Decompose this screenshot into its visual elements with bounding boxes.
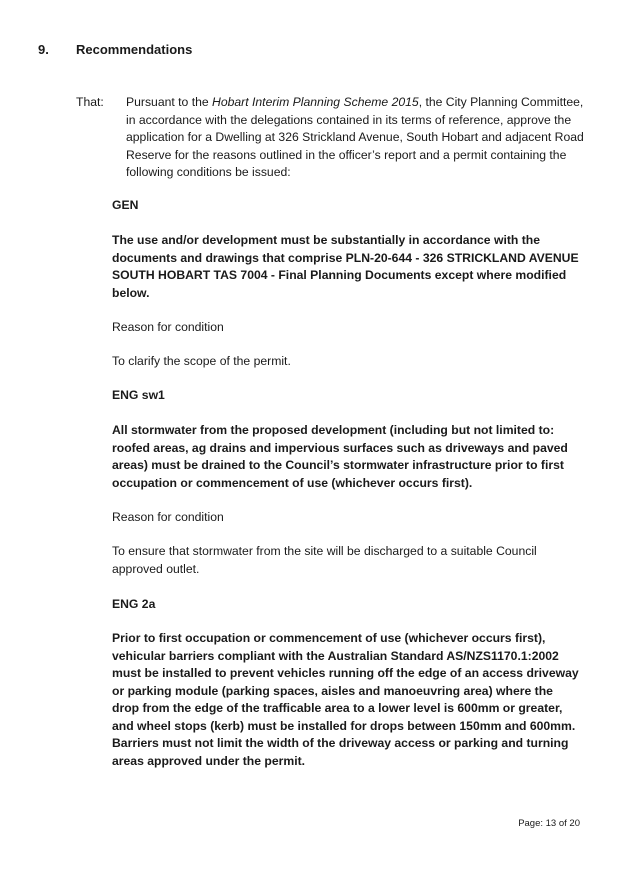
that-label: That:: [76, 95, 104, 109]
page-number: Page: 13 of 20: [518, 818, 580, 829]
scheme-name: Hobart Interim Planning Scheme 2015: [212, 95, 419, 109]
intro-text-end: , the City Planning Committee, in accordance with the delegations contained in its terms of reference, approve the application for a Dwelling at 326 Strickland Avenue, South Hobart and adjacent Road Reserve for the reasons outlined in the officer’s report and a permit containing the following conditions be issued:: [126, 95, 584, 179]
reason-text-eng-sw1: To ensure that stormwater from the site will be discharged to a suitable Council approved outlet.: [112, 544, 537, 576]
reason-text-gen: To clarify the scope of the permit.: [112, 354, 291, 368]
condition-code-eng-sw1: ENG sw1: [112, 388, 165, 402]
condition-code-gen: GEN: [112, 198, 139, 212]
condition-text-eng-2a: Prior to first occupation or commencement of use (whichever occurs first), vehicular barriers compliant with the Australian Standard AS/NZS1170.1:2002 must be installed to prevent vehicles running off the edge of an access driveway or parking module (parking spaces, aisles and manoeuvring area) where the drop from the edge of the trafficable area to a lower level is 600mm or greater, and wheel stops (kerb) must be installed for drops between 150mm and 600mm. Barriers must not limit the width of the driveway access or parking and turning areas approved under the permit.: [112, 631, 579, 768]
section-number: 9.: [38, 42, 49, 57]
reason-label-gen: Reason for condition: [112, 320, 224, 334]
condition-code-eng-2a: ENG 2a: [112, 597, 156, 611]
condition-text-gen: The use and/or development must be substantially in accordance with the documents and drawings that comprise PLN-20-644 - 326 STRICKLAND AVENUE SOUTH HOBART TAS 7004 - Final Planning Documents except where modified below.: [112, 233, 579, 300]
condition-text-eng-sw1: All stormwater from the proposed development (including but not limited to: roofed areas, ag drains and impervious surfaces such as driveways and paved areas) must be drained to the Council’s stormwater infrastructure prior to first occupation or commencement of use (whichever occurs first).: [112, 423, 568, 490]
intro-text-start: Pursuant to the: [126, 95, 213, 109]
section-title: Recommendations: [76, 42, 193, 57]
intro-paragraph: [126, 94, 586, 182]
reason-label-eng-sw1: Reason for condition: [112, 510, 224, 524]
